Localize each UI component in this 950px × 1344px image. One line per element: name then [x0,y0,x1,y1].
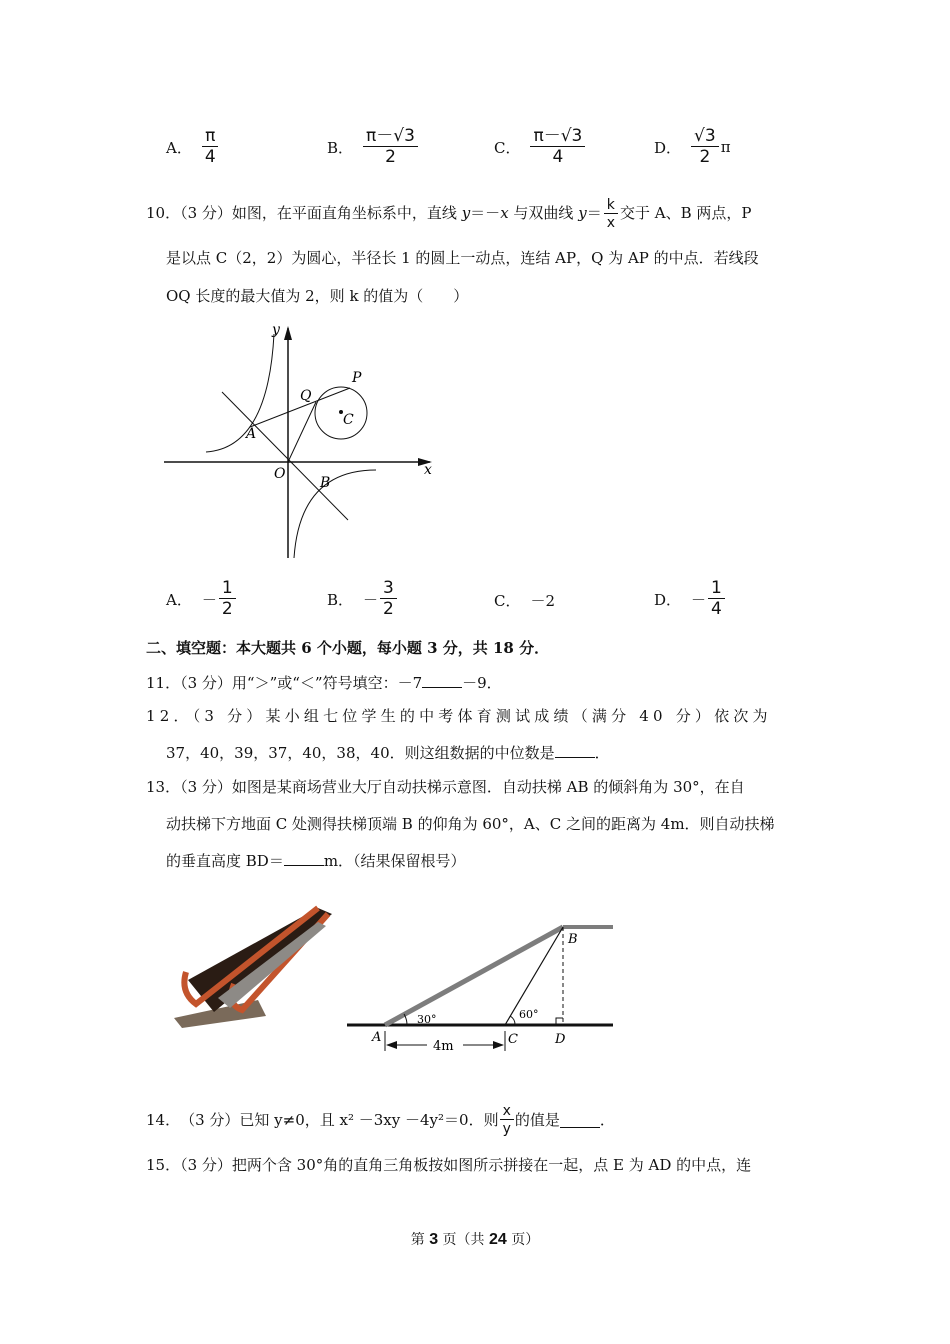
label-b: B [568,932,578,947]
label-c: C [508,1032,518,1047]
q14: 14． （3 分）已知 y≠0，且 x² －3xy －4y²＝0．则 $\frac{x}{y}$ 的值是 ． [146,1103,615,1137]
q10-line1: 10．（3 分）如图，在平面直角坐标系中，直线 y＝－x 与双曲线 y＝ $\frac{k}{x}$ 交于 A、B 两点，P [146,197,752,231]
label-o: O [274,466,286,482]
label-a: A [246,426,257,442]
q12-line2: 37，40，39，37，40，38，40．则这组数据的中位数是 ． [166,744,610,762]
hyperbola-branch-lower-right [294,470,376,558]
q10-coordinate-figure [160,320,445,565]
q10-line3: OQ 长度的最大值为 2，则 k 的值为（ ） [166,287,469,305]
label-b: B [320,475,331,491]
q13-line1: 13．（3 分）如图是某商场营业大厅自动扶梯示意图．自动扶梯 AB 的倾斜角为 30°，在自 [146,778,745,796]
q10-option-d[interactable]: D． － $\frac{1}{4}$ [654,580,725,618]
label-d: D [555,1032,566,1047]
q14-answer-blank[interactable] [560,1113,600,1128]
q10-a-fraction: $\frac{1}{2}$ [219,580,236,618]
q13-geometry-figure [345,915,620,1055]
label-p: P [352,370,362,386]
label-y: y [272,322,280,338]
label-q: Q [300,388,312,404]
current-page: 3 [429,1231,439,1248]
q12-answer-blank[interactable] [555,743,595,758]
q12-line1: 12．（3 分）某小组七位学生的中考体育测试成绩（满分 40 分）依次为 [146,707,772,725]
total-pages: 24 [489,1231,507,1248]
q9-option-b[interactable]: B． $\frac{\pi-√3}{2}$ [327,128,418,166]
q10-b-fraction: $\frac{3}{2}$ [380,580,397,618]
q9-option-c[interactable]: C． $\frac{\pi-√3}{4}$ [494,128,585,166]
angle-30-label: 30° [417,1013,437,1026]
q11: 11．（3 分）用“＞”或“＜”符号填空：－7 －9． [146,674,502,692]
q9-a-fraction: $\frac{\pi}{4}$ [202,128,219,166]
q10-line2: 是以点 C（2，2）为圆心，半径长 1 的圆上一动点，连结 AP，Q 为 AP 的中点．若线段 [166,249,759,267]
label-x: x [424,462,432,478]
label-a: A [372,1030,382,1045]
q9-c-fraction: $\frac{\pi-√3}{4}$ [530,128,585,166]
angle-60-label: 60° [519,1008,539,1021]
dist-label: 4m [433,1039,454,1054]
page-footer: 第 3 页（共 24 页） [410,1231,540,1248]
y-axis-arrow [284,326,292,340]
q9-option-a[interactable]: A． $\frac{\pi}{4}$ [166,128,219,166]
escalator-photo [168,900,338,1035]
q15-line1: 15．（3 分）把两个含 30°角的直角三角板按如图所示拼接在一起，点 E 为 AD 的中点，连 [146,1156,752,1174]
label-c: C [343,412,354,428]
section-2-heading: 二、填空题：本大题共 6 个小题，每小题 3 分，共 18 分． [146,639,550,657]
q9-d-fraction: $\frac{√3}{2}$ [691,128,719,166]
dim-arrow-left [386,1041,397,1049]
q10-d-fraction: $\frac{1}{4}$ [708,580,725,618]
q13-answer-blank[interactable] [284,851,324,866]
q10-option-c[interactable]: C． －2 [494,592,556,610]
q14-x-over-y: $\frac{x}{y}$ [500,1104,514,1136]
q9-option-d[interactable]: D． $\frac{√3}{2}$ π [654,126,731,167]
q9-b-fraction: $\frac{\pi-√3}{2}$ [363,128,418,166]
q11-answer-blank[interactable] [422,673,462,688]
line-y-neg-x [222,392,348,520]
q13-line3: 的垂直高度 BD＝ m．（结果保留根号） [166,852,466,870]
q13-line2: 动扶梯下方地面 C 处测得扶梯顶端 B 的仰角为 60°，A、C 之间的距离为 4m．则自动扶梯 [166,815,775,833]
q10-option-a[interactable]: A． － $\frac{1}{2}$ [166,580,236,618]
q10-k-over-x: $\frac{k}{x}$ [604,198,618,230]
q10-option-b[interactable]: B． － $\frac{3}{2}$ [327,580,397,618]
dim-arrow-right [493,1041,504,1049]
